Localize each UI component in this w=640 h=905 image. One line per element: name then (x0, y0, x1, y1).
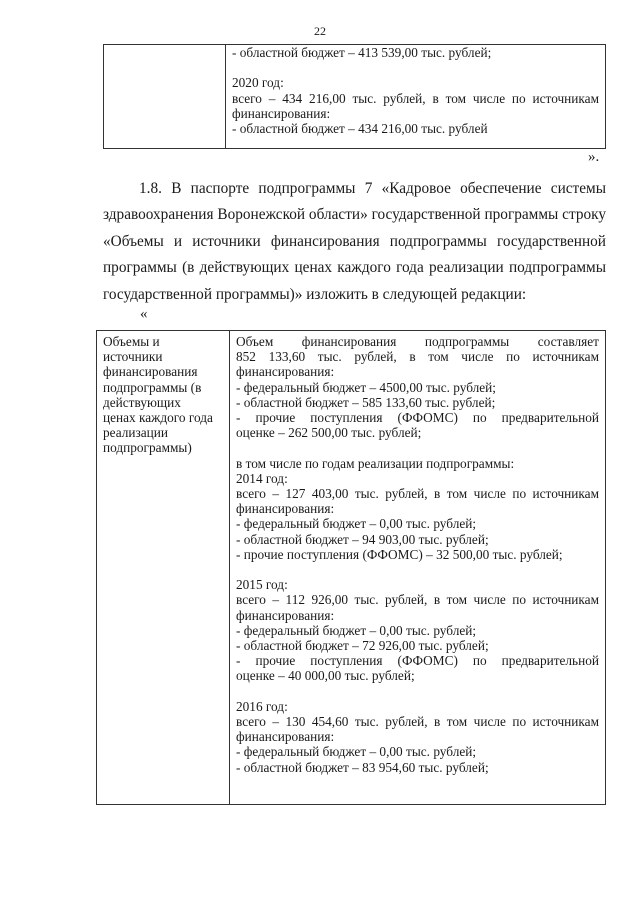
funding-line: - областной бюджет – 94 903,00 тыс. рублей; (236, 531, 489, 547)
paragraph-line: здравоохранения Воронежской области» государственной программы строку (103, 206, 606, 224)
funding-line: оценке – 262 500,00 тыс. рублей; (236, 425, 422, 441)
row-header-line: источники (103, 349, 163, 365)
funding-line: всего – 130 454,60 тыс. рублей, в том числе по источникам (236, 714, 599, 730)
row-header-line: ценах каждого года (103, 410, 213, 426)
blank-line (236, 562, 599, 577)
funding-table-continued (103, 44, 606, 149)
table-line: всего – 434 216,00 тыс. рублей, в том числе по источникам (232, 90, 599, 106)
row-header-line: действующих (103, 394, 181, 410)
blank-line (236, 684, 599, 699)
funding-line: - прочие поступления (ФФОМС) – 32 500,00 тыс. рублей; (236, 546, 563, 562)
funding-line: - областной бюджет – 585 133,60 тыс. рублей; (236, 394, 496, 410)
funding-line: всего – 127 403,00 тыс. рублей, в том числе по источникам (236, 486, 599, 502)
funding-line: финансирования: (236, 364, 335, 380)
funding-line: - федеральный бюджет – 0,00 тыс. рублей; (236, 744, 477, 760)
funding-line: финансирования: (236, 729, 335, 745)
paragraph-line: 1.8. В паспорте подпрограммы 7 «Кадровое обеспечение системы (139, 180, 606, 197)
funding-line: - прочие поступления (ФФОМС) по предварительной (236, 653, 599, 669)
opening-quote: « (140, 306, 148, 322)
funding-line: всего – 112 926,00 тыс. рублей, в том числе по источникам (236, 592, 599, 608)
funding-line: финансирования: (236, 501, 335, 517)
funding-line: 2015 год: (236, 577, 288, 593)
funding-line: - федеральный бюджет – 4500,00 тыс. рублей; (236, 379, 496, 395)
table-line: 2020 год: (232, 75, 284, 91)
page-number: 22 (314, 24, 326, 38)
funding-line: 2014 год: (236, 470, 288, 486)
funding-line: - федеральный бюджет – 0,00 тыс. рублей; (236, 516, 477, 532)
funding-table (96, 330, 606, 805)
funding-line: оценке – 40 000,00 тыс. рублей; (236, 668, 415, 684)
row-header-line: подпрограммы) (103, 440, 192, 456)
table-right-cell (226, 45, 606, 149)
table-line: - областной бюджет – 434 216,00 тыс. рублей (232, 121, 488, 136)
blank-line (236, 440, 599, 455)
funding-details-cell (230, 331, 606, 805)
table-line: финансирования: (232, 105, 331, 121)
funding-line: Объем финансирования подпрограммы составляет (236, 334, 599, 349)
paragraph-line: программы (в действующих ценах каждого года реализации подпрограммы (103, 259, 606, 277)
table-line: - областной бюджет – 413 539,00 тыс. рублей; (232, 45, 492, 60)
funding-line: - областной бюджет – 83 954,60 тыс. рублей; (236, 759, 489, 775)
funding-line: 2016 год: (236, 698, 288, 714)
funding-line: в том числе по годам реализации подпрограммы: (236, 455, 515, 471)
funding-line: - федеральный бюджет – 0,00 тыс. рублей; (236, 622, 477, 638)
table-left-cell (104, 45, 226, 149)
funding-line: - прочие поступления (ФФОМС) по предварительной (236, 410, 599, 426)
row-header-line: подпрограммы (в (103, 379, 202, 395)
funding-line: - областной бюджет – 72 926,00 тыс. рублей; (236, 638, 489, 654)
row-header-line: финансирования (103, 364, 198, 380)
funding-line: 852 133,60 тыс. рублей, в том числе по источникам (236, 349, 599, 365)
amendment-paragraph (103, 176, 606, 308)
paragraph-line: государственной программы)» изложить в следующей редакции: (103, 285, 527, 303)
row-header-line: Объемы и (103, 334, 160, 349)
row-header-line: реализации (103, 425, 168, 441)
paragraph-line: «Объемы и источники финансирования подпрограммы государственной (103, 232, 606, 250)
blank-line (232, 60, 599, 75)
closing-quote: ». (588, 149, 600, 165)
row-header-cell (97, 331, 230, 805)
funding-line: финансирования: (236, 607, 335, 623)
